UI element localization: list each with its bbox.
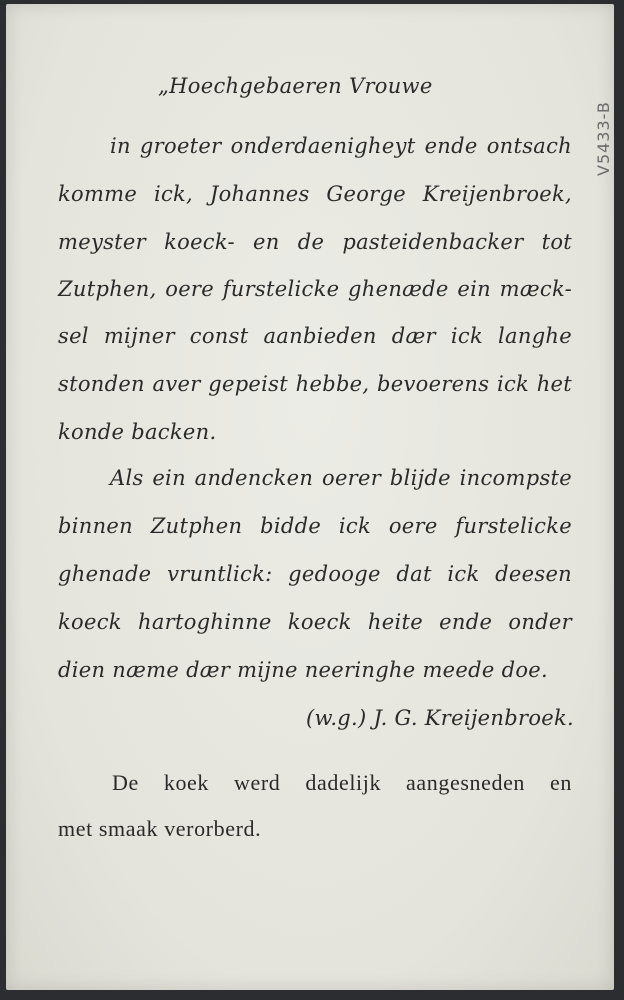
closing-line2: met smaak verorberd. [58, 816, 262, 841]
paragraph1-line5: sel mijner const aanbieden dær ick langhe [58, 324, 572, 348]
salutation: „Hoechgebaeren Vrouwe [158, 74, 433, 98]
paragraph2-line3: ghenade vruntlick: gedooge dat ick deesen [58, 562, 572, 586]
paragraph1-line6: stonden aver gepeist hebbe, bevoerens ick het [58, 372, 572, 396]
closing-line1: De koek werd dadelijk aangesneden en [112, 770, 572, 795]
archive-number: V5433-B [594, 101, 613, 176]
paragraph2-line5: dien næme dær mijne neeringhe meede doe. [58, 658, 548, 682]
signature: (w.g.) J. G. Kreijenbroek. [306, 706, 574, 730]
paragraph1-line2: komme ick, Johannes George Kreijenbroek, [58, 182, 572, 206]
paragraph2-line4: koeck hartoghinne koeck heite ende onder [58, 610, 572, 634]
paragraph1-line4: Zutphen, oere furstelicke ghenæde ein mæck- [58, 277, 572, 301]
paragraph2-line1: Als ein andencken oerer blijde incompste [110, 466, 572, 490]
paragraph1-line1: in groeter onderdaenigheyt ende ontsach [110, 134, 572, 158]
document-page [6, 4, 614, 990]
paragraph1-line7: konde backen. [58, 420, 217, 444]
paragraph1-line3: meyster koeck- en de pasteidenbacker tot [58, 230, 572, 254]
paragraph2-line2: binnen Zutphen bidde ick oere furstelicke [58, 514, 572, 538]
